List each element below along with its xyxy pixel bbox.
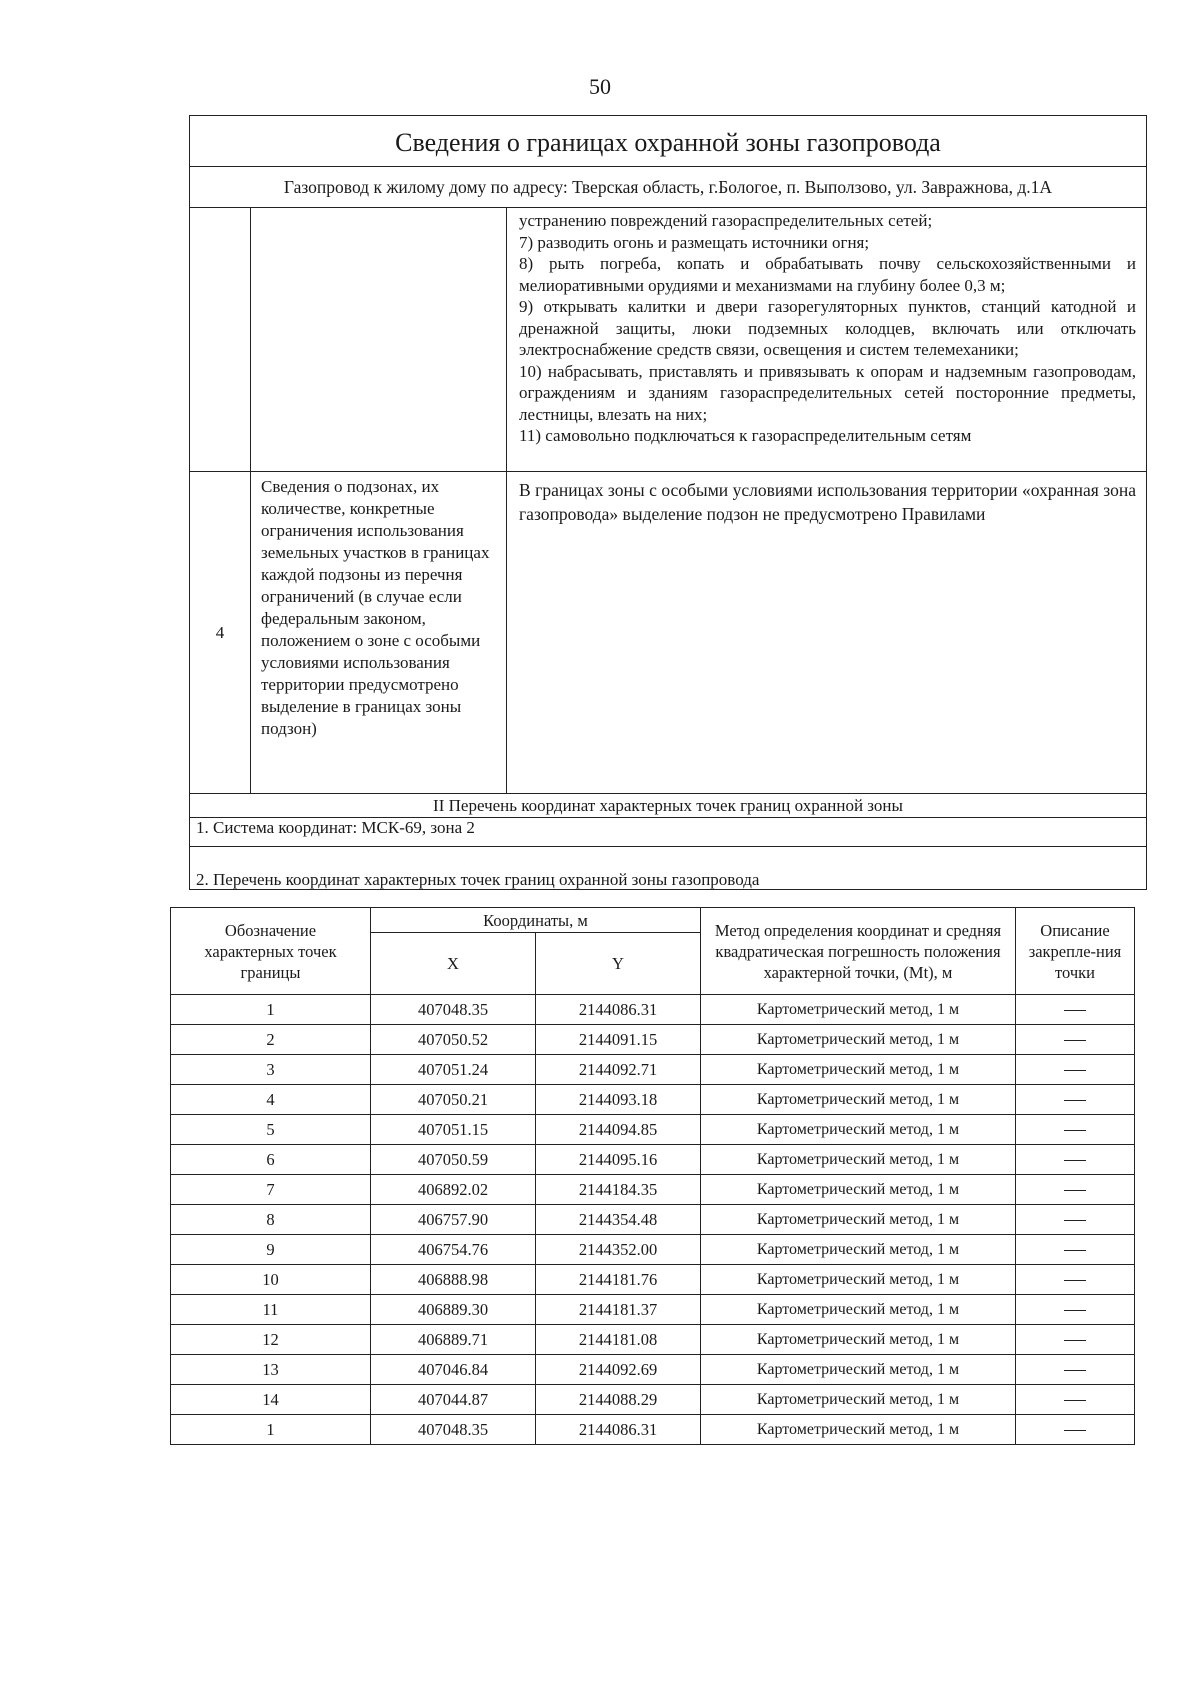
method-cell: Картометрический метод, 1 м (701, 1175, 1016, 1205)
x-cell: 407046.84 (371, 1355, 536, 1385)
description-cell (1016, 1325, 1135, 1355)
x-cell: 406892.02 (371, 1175, 536, 1205)
method-cell: Картометрический метод, 1 м (701, 1145, 1016, 1175)
coordinates-table (170, 907, 1135, 1445)
header-point: Обозначение характерных точек границы (171, 908, 371, 995)
point-cell: 8 (171, 1205, 371, 1235)
description-cell (1016, 995, 1135, 1025)
dash-mark (1064, 1250, 1086, 1252)
point-cell: 1 (171, 1415, 371, 1445)
subzone-number: 4 (190, 472, 251, 793)
y-cell: 2144088.29 (536, 1385, 701, 1415)
dash-mark (1064, 1400, 1086, 1402)
table-row (171, 995, 1135, 1025)
table-row (171, 1325, 1135, 1355)
table-row (171, 1025, 1135, 1055)
description-cell (1016, 1265, 1135, 1295)
description-cell (1016, 1145, 1135, 1175)
y-cell: 2144092.71 (536, 1055, 701, 1085)
y-cell: 2144184.35 (536, 1175, 701, 1205)
dash-mark (1064, 1010, 1086, 1012)
coordinate-system: 1. Система координат: МСК-69, зона 2 (190, 818, 1146, 847)
y-cell: 2144181.37 (536, 1295, 701, 1325)
table-row (171, 1145, 1135, 1175)
description-cell (1016, 1295, 1135, 1325)
y-cell: 2144086.31 (536, 1415, 701, 1445)
y-cell: 2144352.00 (536, 1235, 701, 1265)
header-y: Y (536, 933, 701, 995)
table-row (171, 1295, 1135, 1325)
subzone-label: Сведения о подзонах, их количестве, конкретные ограничения использования земельных участков в границах каждой подзоны из перечня ограничений (в случае если федеральным законом, положением о зоне с особыми условиями использования территории предусмотрено выделение в границах зоны подзон) (251, 472, 507, 793)
dash-mark (1064, 1160, 1086, 1162)
description-cell (1016, 1085, 1135, 1115)
point-cell: 12 (171, 1325, 371, 1355)
dash-mark (1064, 1370, 1086, 1372)
dash-mark (1064, 1430, 1086, 1432)
header-coordinates: Координаты, м (371, 908, 701, 933)
x-cell: 407048.35 (371, 995, 536, 1025)
gas-pipeline-address: Газопровод к жилому дому по адресу: Тверская область, г.Бологое, п. Выползово, ул. Завражнова, д.1А (190, 167, 1146, 208)
restrictions-number-cell (190, 208, 251, 471)
y-cell: 2144095.16 (536, 1145, 701, 1175)
x-cell: 406889.30 (371, 1295, 536, 1325)
point-cell: 4 (171, 1085, 371, 1115)
method-cell: Картометрический метод, 1 м (701, 1325, 1016, 1355)
point-cell: 9 (171, 1235, 371, 1265)
method-cell: Картометрический метод, 1 м (701, 995, 1016, 1025)
method-cell: Картометрический метод, 1 м (701, 1085, 1016, 1115)
description-cell (1016, 1175, 1135, 1205)
subzone-row (190, 472, 1146, 794)
y-cell: 2144181.08 (536, 1325, 701, 1355)
boundary-info-sheet (189, 115, 1147, 890)
point-cell: 11 (171, 1295, 371, 1325)
restriction-line: 8) рыть погреба, копать и обрабатывать почву сельскохозяйственными и мелиоративными орудиями и механизмами на глубину более 0,3 м; (519, 254, 1136, 295)
point-cell: 3 (171, 1055, 371, 1085)
method-cell: Картометрический метод, 1 м (701, 1025, 1016, 1055)
method-cell: Картометрический метод, 1 м (701, 1265, 1016, 1295)
x-cell: 407050.59 (371, 1145, 536, 1175)
y-cell: 2144094.85 (536, 1115, 701, 1145)
y-cell: 2144093.18 (536, 1085, 701, 1115)
method-cell: Картометрический метод, 1 м (701, 1295, 1016, 1325)
method-cell: Картометрический метод, 1 м (701, 1115, 1016, 1145)
point-cell: 13 (171, 1355, 371, 1385)
section-title: II Перечень координат характерных точек границ охранной зоны (190, 794, 1146, 818)
y-cell: 2144181.76 (536, 1265, 701, 1295)
method-cell: Картометрический метод, 1 м (701, 1415, 1016, 1445)
dash-mark (1064, 1040, 1086, 1042)
page-number: 50 (589, 74, 611, 99)
description-cell (1016, 1115, 1135, 1145)
restriction-line: 10) набрасывать, приставлять и привязывать к опорам и надземным газопроводам, ограждениям и зданиям газораспределительных сетей посторонние предметы, лестницы, влезать на них; (519, 361, 1136, 424)
x-cell: 407050.52 (371, 1025, 536, 1055)
x-cell: 406754.76 (371, 1235, 536, 1265)
description-cell (1016, 1205, 1135, 1235)
table-row (171, 1415, 1135, 1445)
table-row (171, 1205, 1135, 1235)
restriction-line: 9) открывать калитки и двери газорегуляторных пунктов, станций катодной и дренажной защиты, люки подземных колодцев, включать или отключать электроснабжение средств связи, освещения и систем телемеханики; (519, 297, 1136, 359)
restriction-line: устранению повреждений газораспределительных сетей; (519, 211, 933, 230)
restrictions-row (190, 208, 1146, 472)
table-row (171, 1265, 1135, 1295)
table-row (171, 1055, 1135, 1085)
method-cell: Картометрический метод, 1 м (701, 1385, 1016, 1415)
point-cell: 10 (171, 1265, 371, 1295)
x-cell: 407048.35 (371, 1415, 536, 1445)
point-cell: 2 (171, 1025, 371, 1055)
method-cell: Картометрический метод, 1 м (701, 1355, 1016, 1385)
point-cell: 5 (171, 1115, 371, 1145)
table-row (171, 1235, 1135, 1265)
dash-mark (1064, 1220, 1086, 1222)
point-cell: 7 (171, 1175, 371, 1205)
x-cell: 407051.15 (371, 1115, 536, 1145)
restrictions-text-cell (507, 208, 1146, 471)
table-row (171, 1115, 1135, 1145)
table-row (171, 1175, 1135, 1205)
method-cell: Картометрический метод, 1 м (701, 1205, 1016, 1235)
x-cell: 406888.98 (371, 1265, 536, 1295)
table-row (171, 1385, 1135, 1415)
table-row (171, 1355, 1135, 1385)
x-cell: 406757.90 (371, 1205, 536, 1235)
restriction-line: 7) разводить огонь и размещать источники огня; (519, 232, 870, 252)
y-cell: 2144086.31 (536, 995, 701, 1025)
dash-mark (1064, 1100, 1086, 1102)
point-cell: 6 (171, 1145, 371, 1175)
coordinate-list-title: 2. Перечень координат характерных точек границ охранной зоны газопровода (196, 870, 760, 889)
dash-mark (1064, 1280, 1086, 1282)
dash-mark (1064, 1070, 1086, 1072)
dash-mark (1064, 1130, 1086, 1132)
point-cell: 1 (171, 995, 371, 1025)
method-cell: Картометрический метод, 1 м (701, 1055, 1016, 1085)
y-cell: 2144092.69 (536, 1355, 701, 1385)
dash-mark (1064, 1340, 1086, 1342)
description-cell (1016, 1235, 1135, 1265)
description-cell (1016, 1355, 1135, 1385)
table-row (171, 1085, 1135, 1115)
dash-mark (1064, 1310, 1086, 1312)
document-title: Сведения о границах охранной зоны газопровода (190, 116, 1146, 167)
subzone-value: В границах зоны с особыми условиями использования территории «охранная зона газопровода» выделение подзон не предусмотрено Правилами (519, 480, 1136, 524)
description-cell (1016, 1055, 1135, 1085)
header-x: X (371, 933, 536, 995)
method-cell: Картометрический метод, 1 м (701, 1235, 1016, 1265)
x-cell: 406889.71 (371, 1325, 536, 1355)
description-cell (1016, 1385, 1135, 1415)
y-cell: 2144354.48 (536, 1205, 701, 1235)
x-cell: 407044.87 (371, 1385, 536, 1415)
description-cell (1016, 1025, 1135, 1055)
y-cell: 2144091.15 (536, 1025, 701, 1055)
restrictions-label-cell (251, 208, 507, 471)
x-cell: 407050.21 (371, 1085, 536, 1115)
x-cell: 407051.24 (371, 1055, 536, 1085)
description-cell (1016, 1415, 1135, 1445)
header-description: Описание закрепле-ния точки (1016, 908, 1135, 995)
restriction-line: 11) самовольно подключаться к газораспределительным сетям (519, 426, 972, 445)
point-cell: 14 (171, 1385, 371, 1415)
header-method: Метод определения координат и средняя квадратическая погрешность положения характерной точки, (Mt), м (701, 908, 1016, 995)
dash-mark (1064, 1190, 1086, 1192)
